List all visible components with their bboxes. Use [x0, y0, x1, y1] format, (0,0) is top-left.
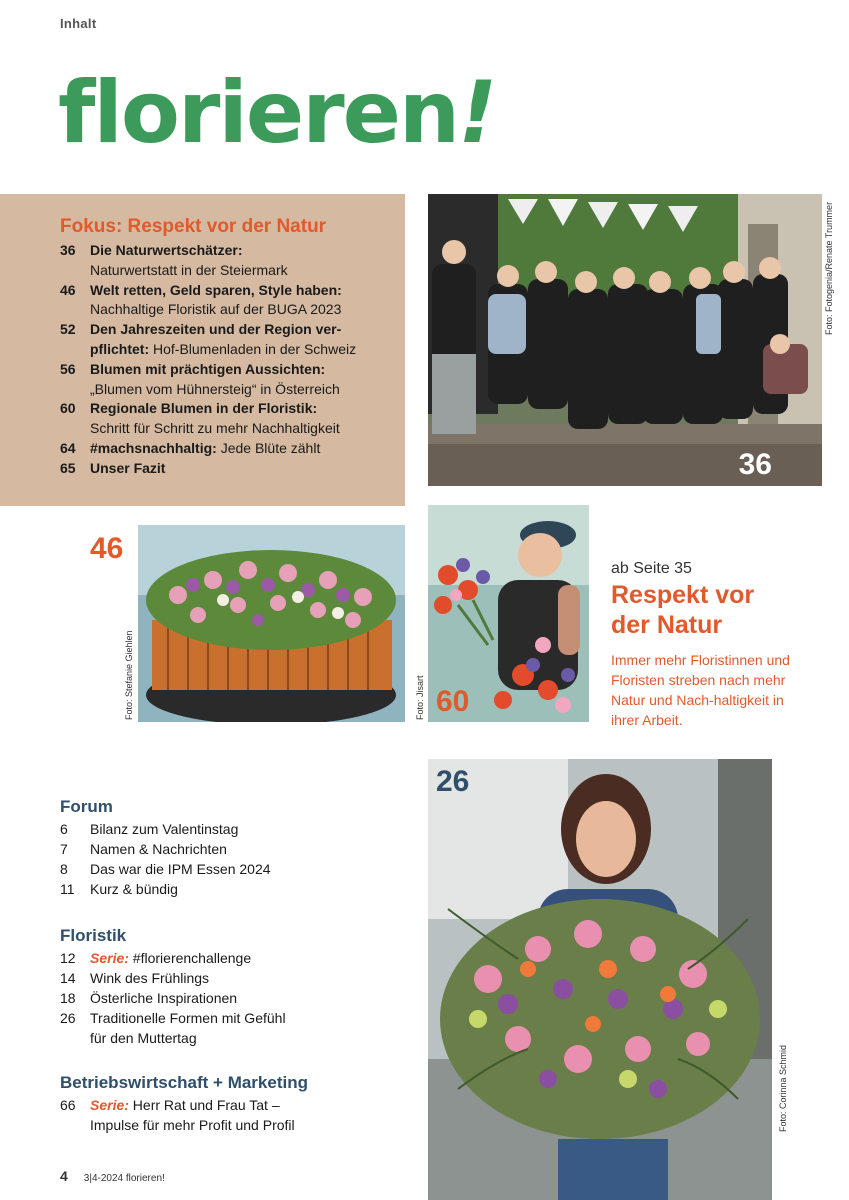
teaser-headline-line1: Respekt vor	[611, 581, 755, 609]
toc-entry[interactable]	[60, 819, 410, 839]
fokus-title: Fokus: Respekt vor der Natur	[60, 216, 327, 237]
toc-text: Bilanz zum Valentinstag	[90, 821, 239, 837]
issue-info: 3|4-2024 florieren!	[83, 1173, 165, 1184]
teaser-headline-line2: der Natur	[611, 611, 723, 639]
team-photo-page-number: 36	[738, 448, 772, 481]
serie-label: Serie:	[90, 1097, 129, 1113]
bouquet-photo[interactable]	[428, 759, 772, 1200]
toc-entry[interactable]	[60, 859, 410, 879]
florist-photo-page-number: 60	[436, 685, 470, 718]
toc-subline: für den Muttertag	[90, 1030, 197, 1046]
page-footer	[60, 1168, 165, 1184]
floristik-section	[60, 926, 410, 1048]
bouquet-photo-image	[428, 759, 772, 1200]
toc-entry[interactable]	[60, 241, 405, 281]
toc-entry[interactable]	[60, 988, 410, 1008]
toc-entry[interactable]	[60, 948, 410, 968]
toc-text: Kurz & bündig	[90, 881, 178, 897]
toc-page: 11	[60, 881, 75, 897]
toc-entry[interactable]	[60, 360, 405, 400]
fokus-teaser	[611, 560, 811, 730]
toc-page: 18	[60, 990, 76, 1006]
toc-entry[interactable]	[60, 1008, 410, 1048]
toc-bold: Den Jahreszeiten und der Region ver-	[90, 321, 342, 338]
toc-entry[interactable]	[60, 459, 405, 479]
toc-page: 36	[60, 242, 76, 258]
toc-page: 66	[60, 1097, 76, 1113]
toc-subline: Nachhaltige Floristik auf der BUGA 2023	[90, 301, 342, 318]
toc-page: 52	[60, 321, 76, 338]
toc-subline: Naturwertstatt in der Steiermark	[90, 261, 288, 278]
toc-text: Das war die IPM Essen 2024	[90, 861, 271, 877]
teaser-text: Immer mehr Floristinnen und Floristen streben nach mehr Natur und Nach-haltigkeit in ihrer Arbeit.	[611, 652, 790, 728]
toc-page: 7	[60, 841, 68, 857]
page-number: 4	[60, 1168, 68, 1184]
section-label: Inhalt	[60, 16, 97, 31]
bouquet-photo-credit: Foto: Corinna Schmid	[778, 1044, 788, 1132]
toc-text: Herr Rat und Frau Tat –	[128, 1097, 280, 1113]
forum-section	[60, 797, 410, 899]
team-photo[interactable]	[428, 194, 822, 486]
toc-entry[interactable]	[60, 839, 410, 859]
fokus-box	[0, 194, 405, 506]
magazine-logo	[58, 63, 496, 163]
forum-title: Forum	[60, 797, 113, 816]
toc-text: Traditionelle Formen mit Gefühl	[90, 1010, 286, 1026]
toc-bold-cont: pflichtet:	[90, 340, 150, 357]
florist-photo-credit: Foto: Jisart	[415, 675, 425, 720]
toc-entry[interactable]	[60, 879, 410, 899]
bouquet-photo-page-number: 26	[436, 765, 470, 798]
toc-page: 8	[60, 861, 68, 877]
toc-page: 46	[60, 281, 76, 298]
toc-subline: Schritt für Schritt zu mehr Nachhaltigkeit	[90, 420, 340, 437]
toc-text: Österliche Inspirationen	[90, 990, 238, 1006]
betrieb-section	[60, 1073, 410, 1135]
toc-page: 26	[60, 1010, 76, 1026]
floristik-title: Floristik	[60, 926, 127, 945]
team-photo-image	[428, 194, 822, 486]
toc-text: Wink des Frühlings	[90, 970, 210, 986]
toc-text: Namen & Nachrichten	[90, 841, 227, 857]
logo-name: florieren	[58, 63, 459, 163]
arrangement-photo[interactable]	[138, 525, 405, 722]
toc-bold: Regionale Blumen in der Floristik:	[90, 400, 318, 417]
toc-entry[interactable]	[60, 439, 405, 459]
toc-page: 14	[60, 970, 76, 986]
toc-bold: Die Naturwertschätzer:	[90, 242, 243, 258]
toc-entry[interactable]	[60, 320, 405, 360]
toc-entry[interactable]	[60, 968, 410, 988]
toc-page: 12	[60, 950, 76, 966]
toc-subline: Impulse für mehr Profit und Profil	[90, 1117, 295, 1133]
toc-bold: #machsnachhaltig:	[90, 439, 217, 456]
logo-exclamation: !	[458, 63, 496, 163]
toc-bold: Blumen mit prächtigen Aussichten:	[90, 360, 326, 377]
toc-page: 64	[60, 439, 76, 456]
toc-page: 6	[60, 821, 68, 837]
toc-text: #florierenchallenge	[128, 950, 252, 966]
toc-page: 60	[60, 400, 76, 417]
toc-bold: Welt retten, Geld sparen, Style haben:	[90, 281, 342, 298]
team-photo-credit: Foto: Fotogenia/Renate Trummer	[824, 201, 834, 335]
serie-label: Serie:	[90, 950, 129, 966]
teaser-kicker: ab Seite 35	[611, 560, 692, 577]
teaser-headline	[611, 580, 811, 640]
toc-subline: „Blumen vom Hühnersteig“ in Österreich	[90, 380, 340, 397]
arrangement-page-number: 46	[90, 532, 124, 565]
toc-page: 65	[60, 459, 76, 476]
toc-entry[interactable]	[60, 1095, 410, 1135]
betrieb-title: Betriebswirtschaft + Marketing	[60, 1073, 308, 1092]
toc-entry[interactable]	[60, 281, 405, 321]
arrangement-photo-image	[138, 525, 405, 722]
toc-subline: Hof-Blumenladen in der Schweiz	[149, 340, 357, 357]
arrangement-photo-credit: Foto: Stefanie Giehlen	[124, 630, 134, 720]
florist-photo[interactable]	[428, 505, 589, 722]
toc-page: 56	[60, 360, 76, 377]
toc-bold: Unser Fazit	[90, 459, 166, 476]
toc-rest: Jede Blüte zählt	[216, 439, 321, 456]
toc-entry[interactable]	[60, 399, 405, 439]
